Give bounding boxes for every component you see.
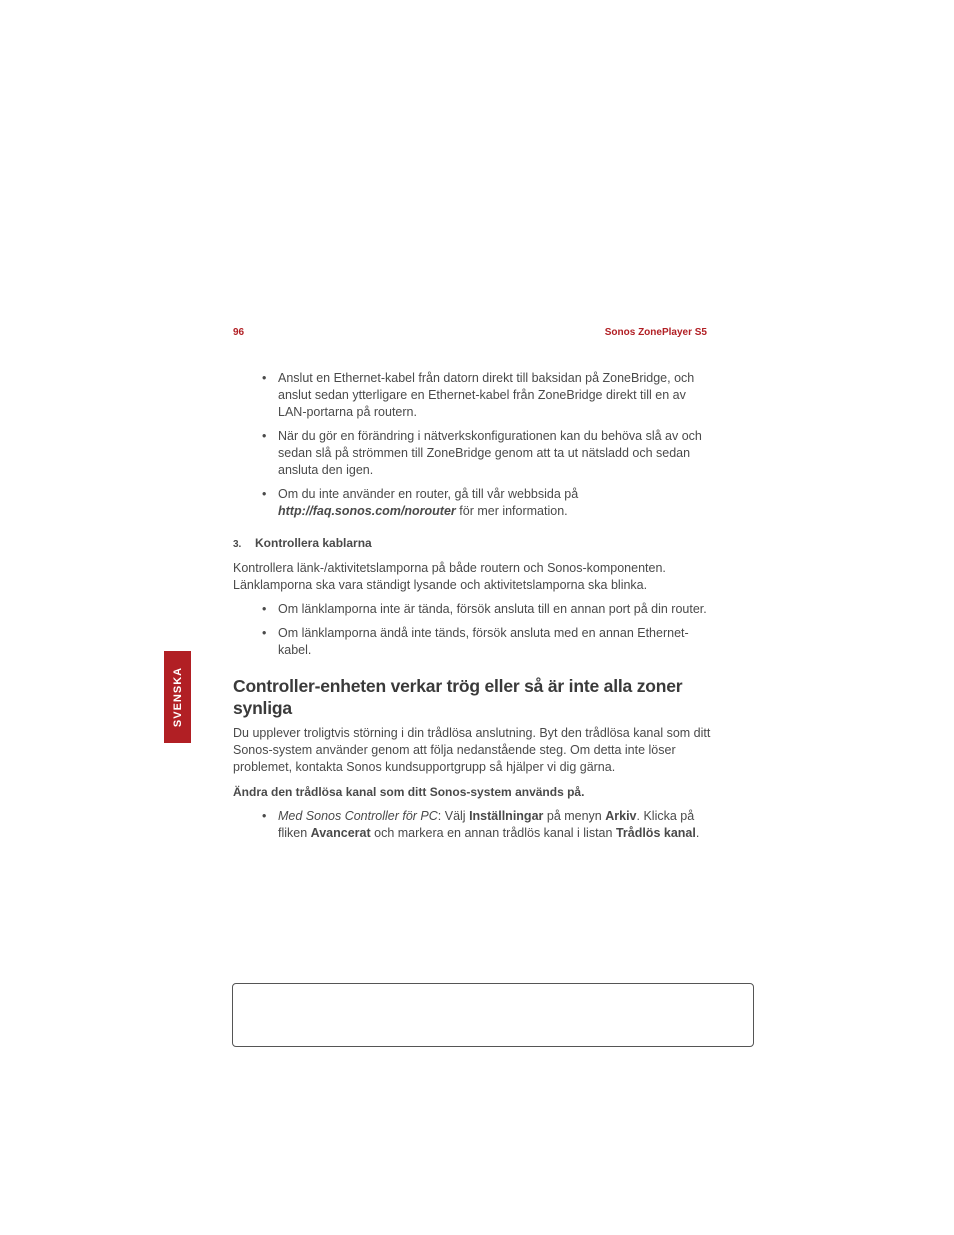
subheading: Ändra den trådlösa kanal som ditt Sonos-system används på. [233, 785, 585, 799]
bullet-list-pc [233, 808, 711, 842]
step-number: 3. [233, 539, 242, 550]
bullet-glyph: • [262, 371, 267, 385]
step-heading [233, 535, 711, 553]
menu-term: Avancerat [310, 826, 371, 840]
section-paragraph: Du upplever troligtvis störning i din trådlösa anslutning. Byt den trådlösa kanal som ditt Sonos-system använder genom att följa nedanstående steg. Om detta inte löser problemet, kontakta Sonos kundsupportgrupp så hjälper vi dig gärna. [233, 726, 711, 774]
page-content [233, 370, 711, 849]
list-item [233, 428, 711, 479]
page-number: 96 [233, 327, 245, 338]
text-run: och markera en annan trådlös kanal i listan [370, 826, 616, 840]
list-item-text: När du gör en förändring i nätverkskonfigurationen kan du behöva slå av och sedan slå på strömmen till ZoneBridge genom att ta ut nätsladd och sedan ansluta den igen. [278, 429, 702, 477]
list-item-text: Anslut en Ethernet-kabel från datorn direkt till baksidan på ZoneBridge, och anslut sedan ytterligare en Ethernet-kabel från ZoneBridge direkt till en av LAN-portarna på routern. [278, 371, 695, 419]
list-item [233, 808, 711, 842]
bullet-glyph: • [262, 602, 267, 616]
menu-term: Arkiv [605, 809, 637, 823]
menu-term: Trådlös kanal [615, 826, 696, 840]
step-title: Kontrollera kablarna [255, 536, 372, 550]
list-item [233, 625, 711, 659]
bullet-glyph: • [262, 429, 267, 443]
text-run: på menyn [543, 809, 606, 823]
text-run: : Välj [437, 809, 470, 823]
norouter-link[interactable]: http://faq.sonos.com/norouter [278, 504, 456, 518]
list-item [233, 370, 711, 421]
language-tab [164, 651, 191, 743]
bullet-glyph: • [262, 809, 267, 823]
bullet-glyph: • [262, 626, 267, 640]
text-run: . Klicka på fliken [278, 809, 695, 840]
section-heading: Controller-enheten verkar trög eller så är inte alla zoner synliga [233, 676, 683, 718]
product-title: Sonos ZonePlayer S5 [604, 327, 707, 338]
list-item-text: Om du inte använder en router, gå till vår webbsida på [278, 487, 579, 501]
menu-term: Inställningar [469, 809, 544, 823]
text-run: . [695, 826, 700, 840]
language-tab-label: SVENSKA [171, 666, 184, 728]
empty-frame [232, 983, 754, 1047]
bullet-list-top [233, 370, 711, 520]
step-paragraph: Kontrollera länk-/aktivitetslamporna på både routern och Sonos-komponenten. Länklamporna ska vara ständigt lysande och aktivitetslamporna ska blinka. [233, 561, 666, 592]
list-item-text: Om länklamporna inte är tända, försök ansluta till en annan port på din router. [278, 602, 707, 616]
list-item-text: för mer information. [459, 504, 568, 518]
bullet-glyph: • [262, 487, 267, 501]
controller-name: Med Sonos Controller för PC [278, 809, 438, 823]
list-item [233, 601, 711, 618]
page-header [233, 327, 707, 343]
bullet-list-lamps [233, 601, 711, 659]
list-item [233, 486, 711, 520]
list-item-text: Om länklamporna ändå inte tänds, försök ansluta med en annan Ethernet-kabel. [278, 626, 689, 657]
